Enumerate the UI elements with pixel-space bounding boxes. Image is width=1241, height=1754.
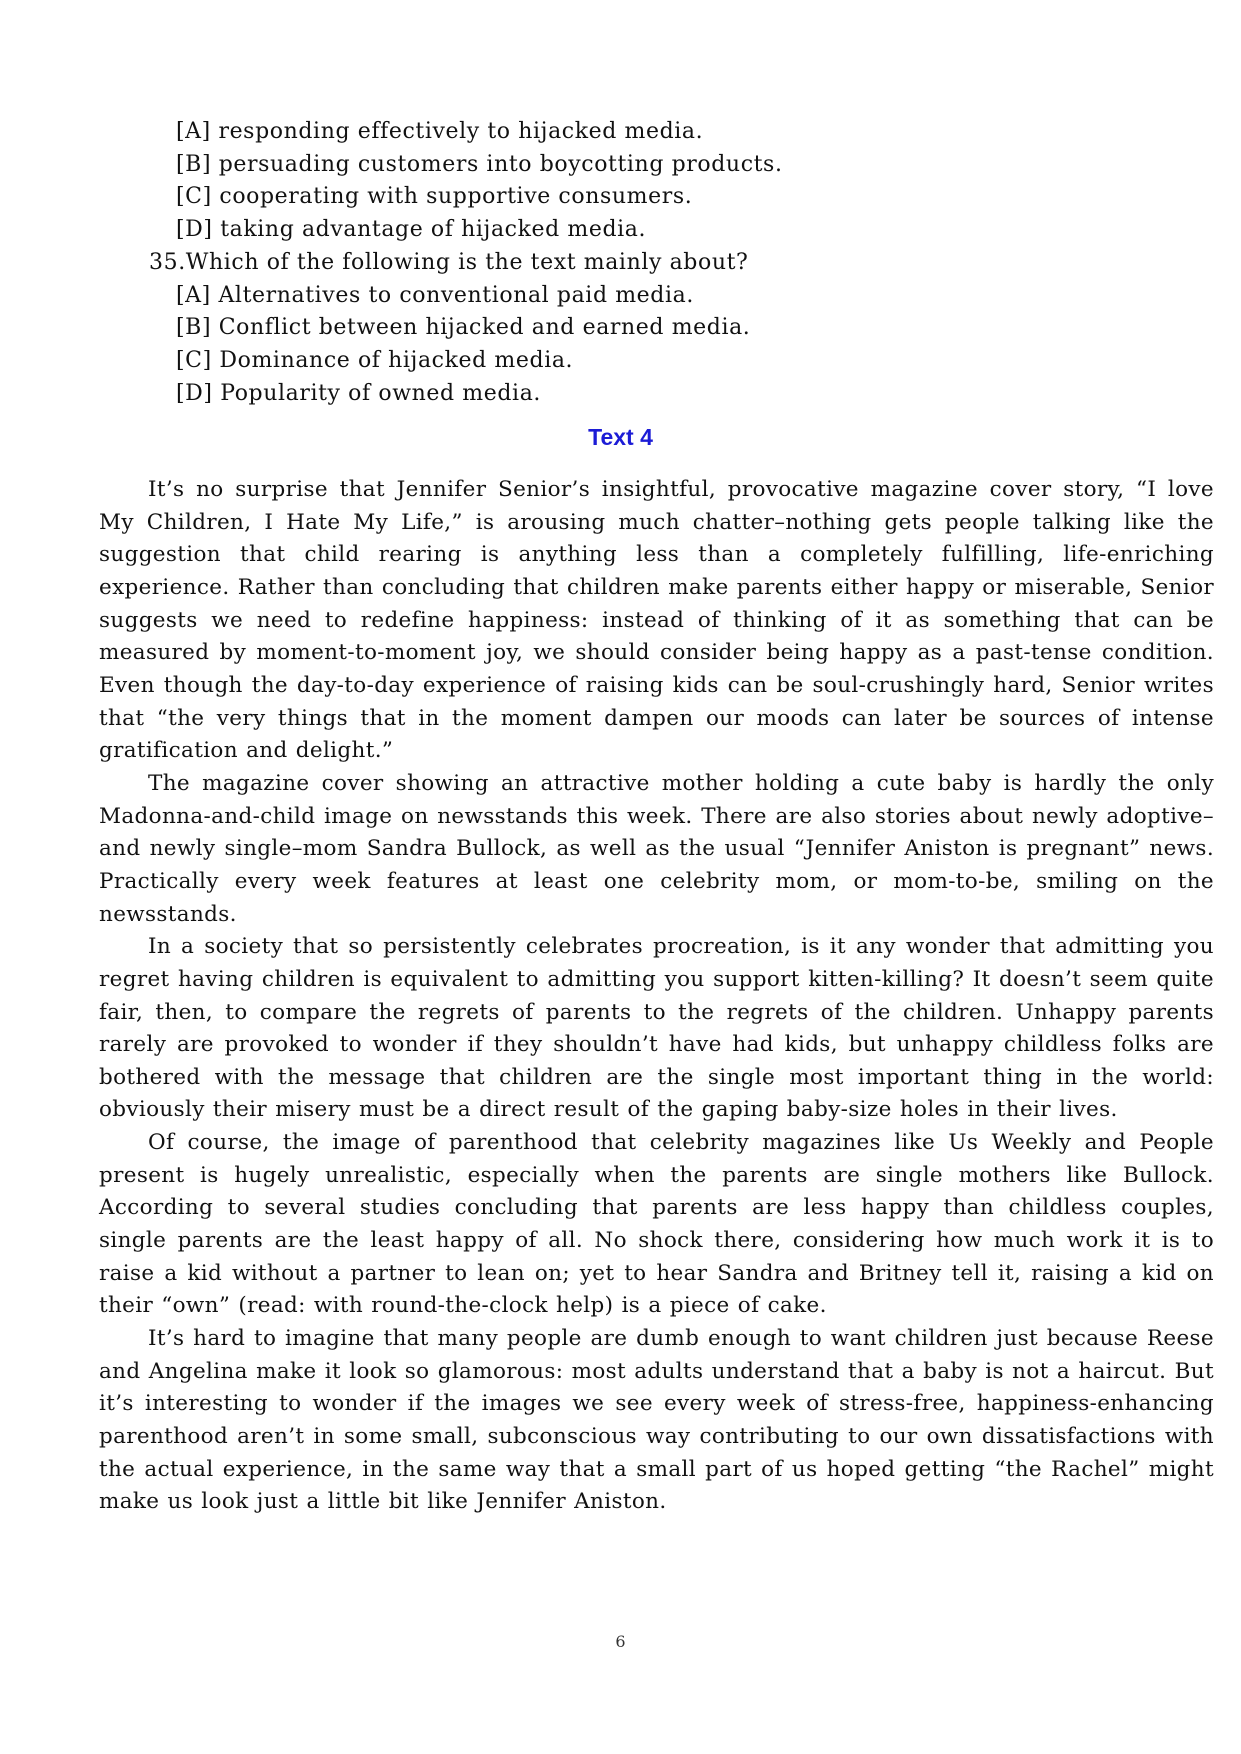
- paragraph-1: It’s no surprise that Jennifer Senior’s insightful, provocative magazine cover story, “I love My Children, I Hate My Life,” is arousing much chatter–nothing gets people talking like the suggestion that child rearing is anything less than a completely fulfilling, life-enriching experience. Rather than concluding that children make parents either happy or miserable, Senior suggests we need to redefine happiness: instead of thinking of it as something that can be measured by moment-to-moment joy, we should consider being happy as a past-tense condition. Even though the day-to-day experience of raising kids can be soul-crushingly hard, Senior writes that “the very things that in the moment dampen our moods can later be sources of intense gratification and delight.”: [99, 477, 1214, 764]
- question-35: 35.Which of the following is the text mainly about?: [149, 249, 749, 275]
- option-34-d: [D] taking advantage of hijacked media.: [176, 217, 647, 243]
- page-number: 6: [615, 1632, 626, 1651]
- paragraph-2: The magazine cover showing an attractive mother holding a cute baby is hardly the only Madonna-and-child image on newsstands this week. There are also stories about newly adoptive–and newly single–mom Sandra Bullock, as well as the usual “Jennifer Aniston is pregnant” news. Practically every week features at least one celebrity mom, or mom-to-be, smiling on the newsstands.: [99, 770, 1214, 927]
- option-35-a: [A] Alternatives to conventional paid media.: [176, 282, 694, 308]
- option-34-a: [A] responding effectively to hijacked media.: [176, 119, 704, 144]
- option-35-d: [D] Popularity of owned media.: [176, 380, 542, 406]
- paragraph-4: Of course, the image of parenthood that celebrity magazines like Us Weekly and People present is hugely unrealistic, especially when the parents are single mothers like Bullock. According to several studies concluding that parents are less happy than childless couples, single parents are the least happy of all. No shock there, considering how much work it is to raise a kid without a partner to lean on; yet to hear Sandra and Britney tell it, raising a kid on their “own” (read: with round-the-clock help) is a piece of cake.: [99, 1130, 1214, 1319]
- section-title: Text 4: [588, 424, 653, 450]
- option-34-c: [C] cooperating with supportive consumers.: [176, 184, 693, 210]
- option-35-b: [B] Conflict between hijacked and earned media.: [176, 315, 751, 341]
- paragraph-3: In a society that so persistently celebrates procreation, is it any wonder that admitting you regret having children is equivalent to admitting you support kitten-killing? It doesn’t seem quite fair, then, to compare the regrets of parents to the regrets of the children. Unhappy parents rarely are provoked to wonder if they shouldn’t have had kids, but unhappy childless folks are bothered with the message that children are the single most important thing in the world: obviously their misery must be a direct result of the gaping baby-size holes in their lives.: [99, 934, 1214, 1123]
- question-options-block: [149, 116, 1076, 410]
- option-34-b: [B] persuading customers into boycotting products.: [176, 151, 783, 177]
- paragraph-5: It’s hard to imagine that many people are dumb enough to want children just because Reese and Angelina make it look so glamorous: most adults understand that a baby is not a haircut. But it’s interesting to wonder if the images we see every week of stress-free, happiness-enhancing parenthood aren’t in some small, subconscious way contributing to our own dissatisfactions with the actual experience, in the same way that a small part of us hoped getting “the Rachel” might make us look just a little bit like Jennifer Aniston.: [99, 1326, 1214, 1515]
- article-body: [99, 474, 1214, 1519]
- option-35-c: [C] Dominance of hijacked media.: [176, 347, 574, 373]
